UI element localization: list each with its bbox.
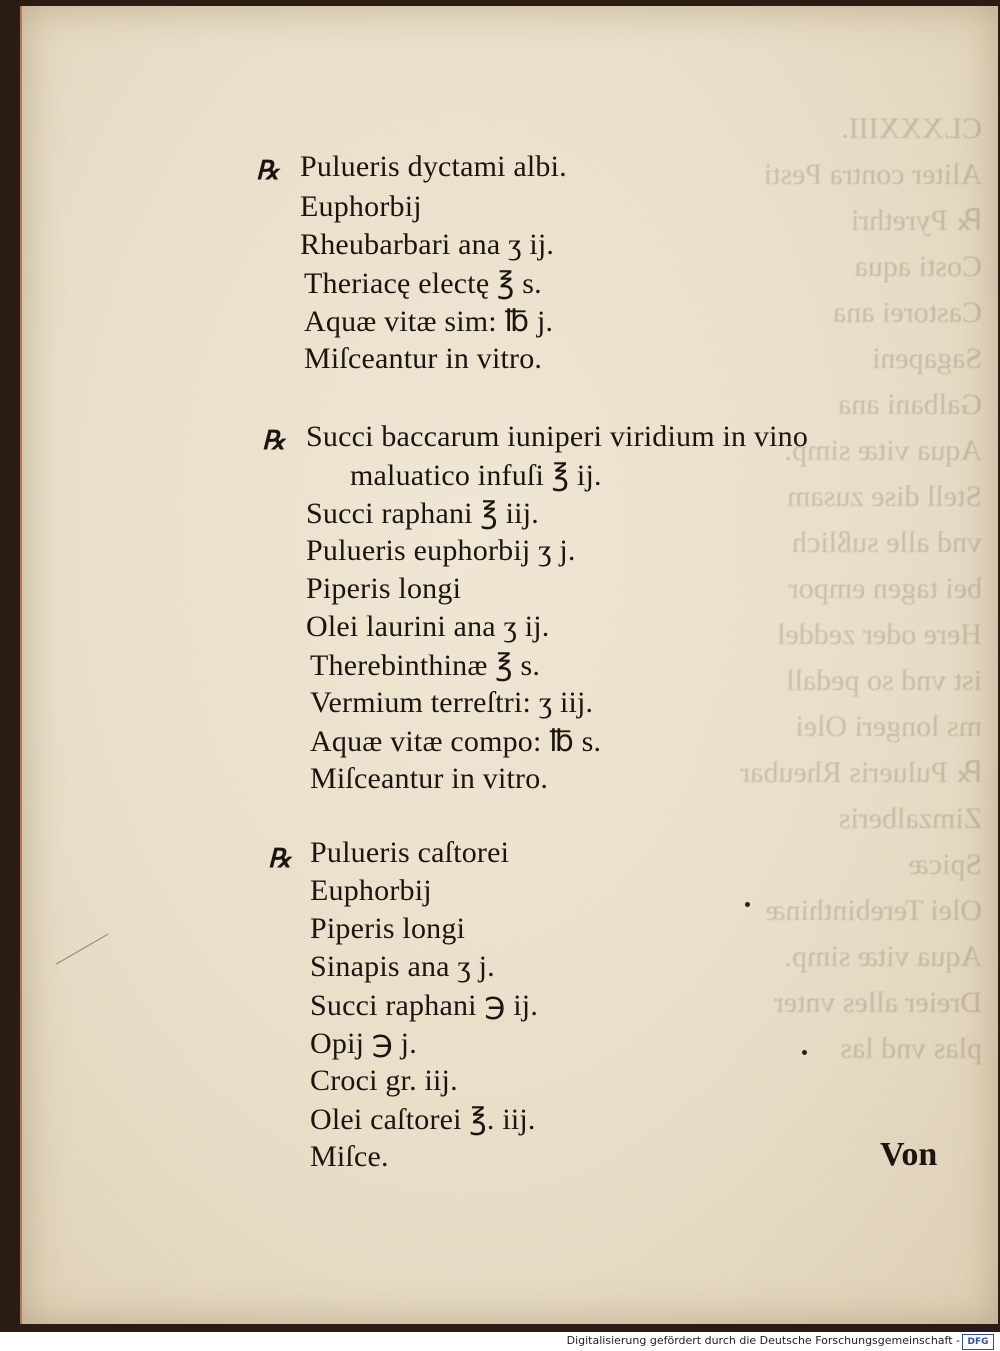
recipe-line: Croci gr. iij. (310, 1064, 458, 1097)
catchword: Von (880, 1136, 938, 1173)
recipe-line: Aquæ vitæ sim: ℔ j. (304, 305, 554, 338)
recipe-line: Sinapis ana ʒ j. (310, 950, 495, 983)
footer-credit: Digitalisierung gefördert durch die Deutsche Forschungsgemeinschaft - (566, 1334, 960, 1347)
recipe-line: Euphorbij (300, 190, 422, 223)
recipe-line: Rheubarbari ana ʒ ij. (300, 228, 555, 261)
recipe-line: Opij ℈ j. (310, 1027, 417, 1060)
recipe-line: Vermium terreſtri: ʒ iij. (310, 686, 594, 719)
recipe-line: Theriacę electę ℥ s. (304, 267, 542, 300)
recipe-line: Euphorbij (310, 874, 432, 907)
recipe-line: Olei caſtorei ℥. iij. (310, 1103, 536, 1136)
recipe-line: Miſce. (310, 1140, 389, 1173)
recipe-line: Succi raphani ℈ ij. (310, 989, 539, 1022)
recipe-symbol: ℞ (268, 844, 292, 873)
recipe-line: Therebinthinæ ℥ s. (310, 649, 541, 682)
recipe-line: Olei laurini ana ʒ ij. (306, 610, 550, 643)
recipe-line: Succi baccarum iuniperi viridium in vino (306, 420, 809, 453)
recipe-line: Pulueris dyctami albi. (300, 150, 567, 183)
recipe-line: maluatico infuſi ℥ ij. (350, 459, 602, 492)
main-text (22, 6, 998, 1324)
digitization-footer (0, 1332, 1000, 1351)
recipe-line: Miſceantur in vitro. (304, 342, 543, 375)
book-page (20, 6, 998, 1324)
recipe-symbol: ℞ (256, 156, 280, 185)
recipe-line: Aquæ vitæ compo: ℔ s. (310, 725, 602, 758)
recipe-line: Pulueris euphorbij ʒ j. (306, 534, 576, 567)
recipe-line: Piperis longi (310, 912, 466, 945)
recipe-line: Miſceantur in vitro. (310, 762, 549, 795)
bleed-through-text: CLXXXIII. Aliter contra Pesti ℞ Pyrethri Costi aqua Castorei ana Sagapeni Galbani ana Aqua vitæ simp. Stell dise zusam vnd alle sußlich bei tagen empor Here oder zeddel ist vnd so pedall ms longeri Olei ℞ Pulueris Rheubar Zimzalberis Spicæ Olei Terebinthinæ Aqua vitæ simp. Dreier alles vnter plas vnd las (740, 112, 982, 1065)
recipe-line: Pulueris caſtorei (310, 836, 510, 869)
recipe-symbol: ℞ (262, 426, 286, 455)
recipe-line: Piperis longi (306, 572, 462, 605)
dfg-logo-icon: DFG (962, 1334, 994, 1350)
recipe-line: Succi raphani ℥ iij. (306, 497, 539, 530)
